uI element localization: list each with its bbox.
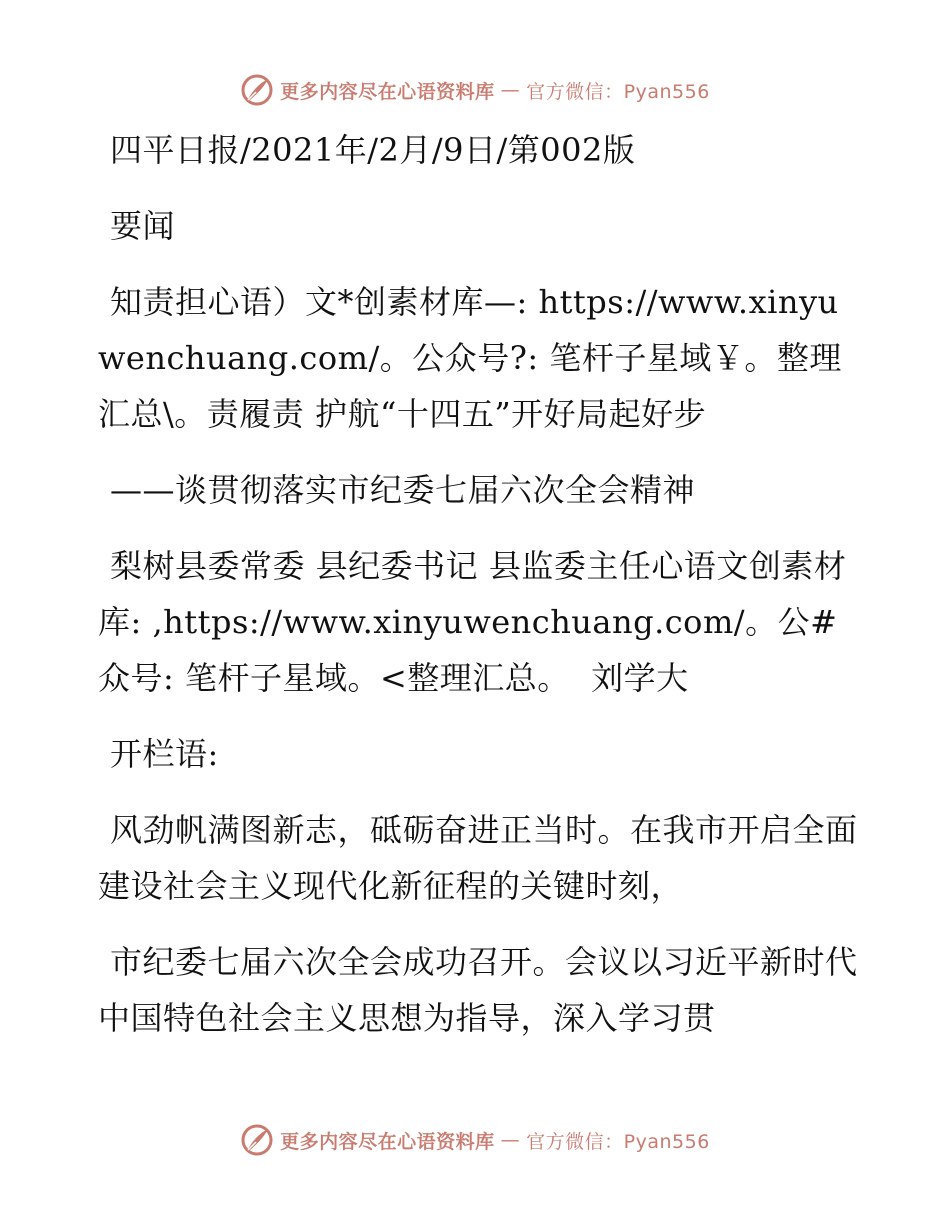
paragraph-body-2: 市纪委七届六次全会成功召开。会议以习近平新时代中国特色社会主义思想为指导，深入学习贯	[98, 943, 858, 1037]
feather-quill-icon	[240, 73, 274, 107]
watermark-dash: —	[500, 1129, 521, 1151]
paragraph-author: 梨树县委常委 县纪委书记 县监委主任心语文创素材库: ,https://www.xinyuwenchuang.com/。公#众号: 笔杆子星域。<整理汇总。 刘学大	[98, 547, 847, 697]
watermark-banner-bottom	[0, 1120, 950, 1160]
paragraph-column-intro-label: 开栏语:	[110, 735, 219, 773]
paragraph-title: 知责担心语）文*创素材库—: https://www.xinyuwenchuang.com/。公众号?: 笔杆子星域￥。整理汇总\。责履责 护航“十四五”开好局起好步	[98, 283, 842, 433]
watermark-wechat-text: 官方微信：Pyan556	[526, 80, 710, 103]
paragraph-subtitle: ——谈贯彻落实市纪委七届六次全会精神	[110, 471, 696, 509]
paragraph-section: 要闻	[110, 207, 176, 245]
document-body	[98, 122, 858, 1066]
watermark-dash: —	[500, 79, 521, 101]
feather-quill-icon	[240, 1123, 274, 1157]
watermark-main-text: 更多内容尽在心语资料库	[280, 80, 495, 103]
watermark-wechat-text: 官方微信：Pyan556	[526, 1130, 710, 1153]
watermark-main-text: 更多内容尽在心语资料库	[280, 1130, 495, 1153]
paragraph-source-line: 四平日报/2021年/2月/9日/第002版	[110, 131, 636, 169]
paragraph-body-1: 风劲帆满图新志，砥砺奋进正当时。在我市开启全面建设社会主义现代化新征程的关键时刻，	[98, 811, 858, 905]
watermark-banner-top	[0, 70, 950, 110]
